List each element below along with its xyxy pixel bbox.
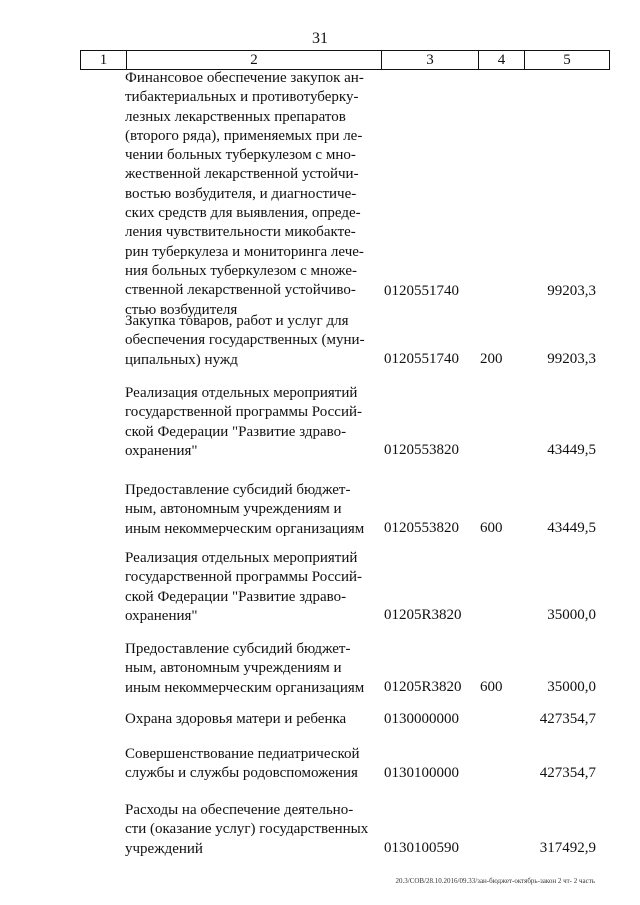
description-line: Расходы на обеспечение деятельно- — [125, 802, 354, 818]
description-line: (второго ряда), применяемых при ле- — [125, 127, 363, 144]
description-line: лезных лекарственных препаратов — [125, 108, 346, 125]
row-description — [125, 801, 373, 859]
description-line: сти (оказание услуг) государственных — [125, 821, 369, 838]
description-line: Реализация отдельных мероприятий — [125, 550, 358, 566]
table-row — [80, 312, 610, 384]
budget-rows — [80, 69, 610, 861]
row-description — [125, 384, 373, 461]
description-line: Предоставление субсидий бюджет- — [125, 641, 351, 657]
description-line: Закупка товаров, работ и услуг для — [125, 313, 349, 329]
target-article-code: 01205R3820 — [384, 679, 462, 695]
target-article-code: 0120551740 — [384, 351, 459, 367]
target-article-code: 0130100000 — [384, 765, 459, 781]
description-line: Реализация отдельных мероприятий — [125, 385, 358, 401]
amount: 317492,9 — [539, 840, 596, 856]
row-description — [125, 481, 373, 539]
amount: 43449,5 — [547, 520, 596, 536]
table-row — [80, 710, 610, 745]
description-line: жественной лекарственной устойчи- — [125, 166, 359, 183]
table-row — [80, 384, 610, 481]
expense-type-code: 200 — [480, 351, 503, 367]
description-line: Финансовое обеспечение закупок ан- — [125, 70, 364, 86]
description-line: востью возбудителя, и диагностиче- — [125, 185, 357, 202]
description-line: ления чувствительности микобакте- — [125, 224, 356, 241]
target-article-code: 0120553820 — [384, 520, 459, 536]
description-line: государственной программы Россий- — [125, 569, 363, 586]
expense-type-code: 600 — [480, 679, 503, 695]
target-article-code: 0120553820 — [384, 442, 459, 458]
description-line: ской Федерации "Развитие здраво- — [125, 588, 347, 605]
description-line: охранения" — [125, 607, 198, 624]
description-line: иным некоммерческим организациям — [125, 520, 365, 537]
description-line: обеспечения государственных (муни- — [125, 332, 365, 349]
table-row — [80, 549, 610, 640]
description-line: иным некоммерческим организациям — [125, 679, 365, 696]
row-description — [125, 640, 373, 698]
target-article-code: 0120551740 — [384, 283, 459, 299]
row-description — [125, 710, 373, 729]
description-line: ственной лекарственной устойчиво- — [125, 282, 356, 299]
description-line: охранения" — [125, 442, 198, 459]
amount: 99203,3 — [547, 283, 596, 299]
description-line: рин туберкулеза и мониторинга лече- — [125, 243, 364, 260]
description-line: Охрана здоровья матери и ребенка — [125, 711, 347, 727]
description-line: ской Федерации "Развитие здраво- — [125, 423, 347, 440]
description-line: ным, автономным учреждениям и — [125, 501, 342, 518]
column-header-5: 5 — [525, 51, 610, 70]
column-header-table — [80, 50, 610, 70]
column-header-4: 4 — [479, 51, 525, 70]
table-row — [80, 640, 610, 710]
table-row — [80, 801, 610, 861]
description-line: службы и службы родовспоможения — [125, 765, 358, 782]
column-header-1: 1 — [81, 51, 127, 70]
description-line: ских средств для выявления, опреде- — [125, 205, 361, 222]
column-header-3: 3 — [382, 51, 479, 70]
column-header-2: 2 — [127, 51, 382, 70]
amount: 35000,0 — [547, 679, 596, 695]
description-line: ния больных туберкулезом с множе- — [125, 262, 357, 279]
amount: 99203,3 — [547, 351, 596, 367]
page-number: 31 — [312, 30, 328, 47]
description-line: государственной программы Россий- — [125, 404, 363, 421]
row-description — [125, 312, 373, 370]
amount: 427354,7 — [539, 765, 596, 781]
target-article-code: 0130100590 — [384, 840, 459, 856]
amount: 427354,7 — [539, 711, 596, 727]
description-line: Предоставление субсидий бюджет- — [125, 482, 351, 498]
amount: 35000,0 — [547, 607, 596, 623]
amount: 43449,5 — [547, 442, 596, 458]
row-description — [125, 745, 373, 784]
description-line: тибактериальных и противотуберку- — [125, 89, 359, 106]
target-article-code: 0130000000 — [384, 711, 459, 727]
description-line: ным, автономным учреждениям и — [125, 660, 342, 677]
table-row — [80, 69, 610, 318]
description-line: ципальных) нужд — [125, 351, 238, 368]
row-description — [125, 69, 373, 320]
expense-type-code: 600 — [480, 520, 503, 536]
table-row — [80, 745, 610, 801]
description-line: чении больных туберкулезом с мно- — [125, 147, 356, 164]
table-row — [80, 481, 610, 549]
description-line: Совершенствование педиатрической — [125, 746, 360, 762]
description-line: учреждений — [125, 840, 203, 857]
row-description — [125, 549, 373, 626]
target-article-code: 01205R3820 — [384, 607, 462, 623]
description-line: стью возбудителя — [125, 301, 238, 318]
document-footer-path: 20.3/СОВ/28.10.2016/09.33/зан-бюджет-октябрь-закон 2 чт- 2 часть — [395, 877, 595, 885]
